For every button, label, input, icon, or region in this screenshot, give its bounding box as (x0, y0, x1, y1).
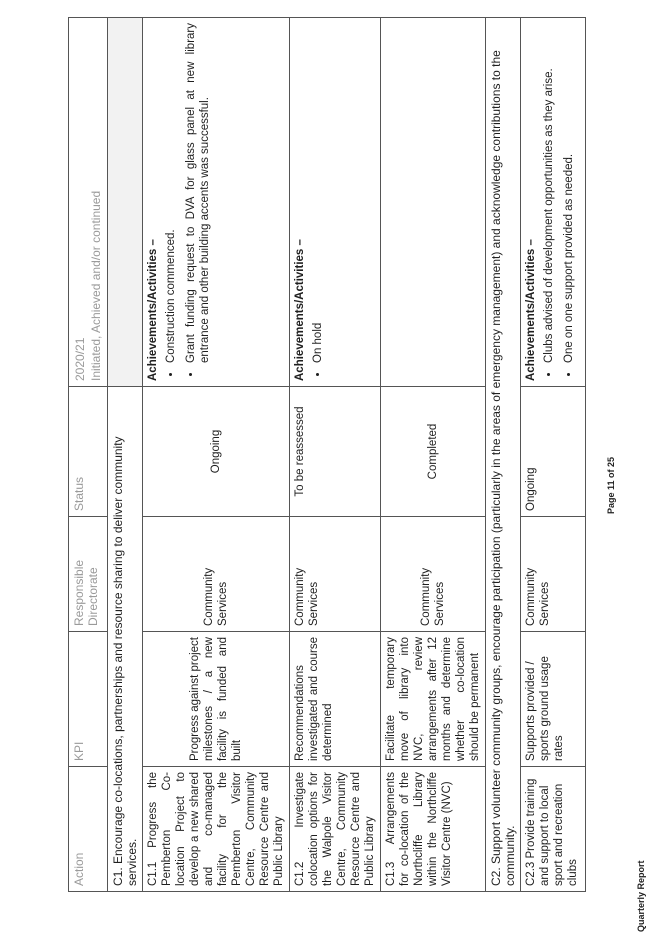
row-c23-kpi: Supports provided / sports ground usage rates (521, 632, 586, 767)
section-c1-divider (108, 18, 143, 387)
row-c11-action: C1.1 Progress the Pemberton Co-location Project to develop a new shared and co-managed facility for the Pemberton Visitor Centre, Community Resource Centre and Public Library (143, 767, 290, 892)
row-c12-kpi: Recommendations investigated and course determined (290, 632, 381, 767)
section-c1-text: C1. Encourage co-locations, partnerships and resource sharing to deliver community services. (108, 387, 143, 892)
list-item: • Clubs advised of development opportunities as they arise. (542, 23, 556, 363)
row-c11-kpi: Progress against project milestones / a new facility is funded and built (143, 632, 290, 767)
report-label: Quarterly Report (636, 860, 646, 932)
row-c12-ach-list (311, 23, 325, 381)
header-status: Status (69, 387, 108, 517)
row-c11-ach-list (164, 23, 212, 381)
table-row (143, 18, 290, 892)
header-year-label: 2020/21 (73, 337, 87, 381)
row-c11-directorate: Community Services (143, 517, 290, 632)
page-number: Page 11 of 25 (606, 456, 616, 514)
row-c11-ach-title: Achievements/Activities – (147, 239, 159, 381)
table-header-row (69, 18, 108, 892)
row-c13-achievements (381, 18, 486, 387)
row-c23-ach-title: Achievements/Activities – (525, 239, 537, 381)
row-c13-directorate: Community Services (381, 517, 486, 632)
table-row (381, 18, 486, 892)
row-c23-directorate: Community Services (521, 517, 586, 632)
table-row (290, 18, 381, 892)
section-row-c2 (486, 18, 521, 892)
header-year-sub: Initiated, Achieved and/or continued (89, 190, 103, 381)
header-directorate: Responsible Directorate (69, 517, 108, 632)
header-kpi: KPI (69, 632, 108, 767)
list-item: • Construction commenced. (164, 23, 178, 363)
section-row-c1 (108, 18, 143, 892)
row-c12-achievements (290, 18, 381, 387)
row-c23-ach-list (542, 23, 576, 381)
row-c12-ach-title: Achievements/Activities – (294, 239, 306, 381)
row-c11-status: Ongoing (143, 387, 290, 517)
row-c13-kpi: Facilitate temporary move of library into NVC, review arrangements after 12 months and determine whether co-location should be permanent (381, 632, 486, 767)
list-item: • One on one support provided as needed. (562, 23, 576, 363)
table-row (521, 18, 586, 892)
row-c23-status: Ongoing (521, 387, 586, 517)
row-c12-directorate: Community Services (290, 517, 381, 632)
list-item: • Grant funding request to DVA for glass panel at new library entrance and other building accents was successful. (184, 23, 212, 363)
row-c11-achievements (143, 18, 290, 387)
header-year (69, 18, 108, 387)
row-c12-action: C1.2 Investigate colocation options for the Walpole Visitor Centre, Community Resource Centre and Public Library (290, 767, 381, 892)
row-c12-status: To be reassessed (290, 387, 381, 517)
row-c13-status: Completed (381, 387, 486, 517)
header-action: Action (69, 767, 108, 892)
section-c2-text: C2. Support volunteer community groups, encourage participation (particularly in the areas of emergency management) and acknowledge contributions to the community. (486, 18, 521, 892)
kpi-table (68, 17, 586, 892)
row-c13-action: C1.3 Arrangements for co-location of the Northcliffe Library within the Northcliffe Visitor Centre (NVC) (381, 767, 486, 892)
row-c23-achievements (521, 18, 586, 387)
list-item: • On hold (311, 23, 325, 363)
row-c23-action: C2.3 Provide training and support to local sport and recreation clubs (521, 767, 586, 892)
